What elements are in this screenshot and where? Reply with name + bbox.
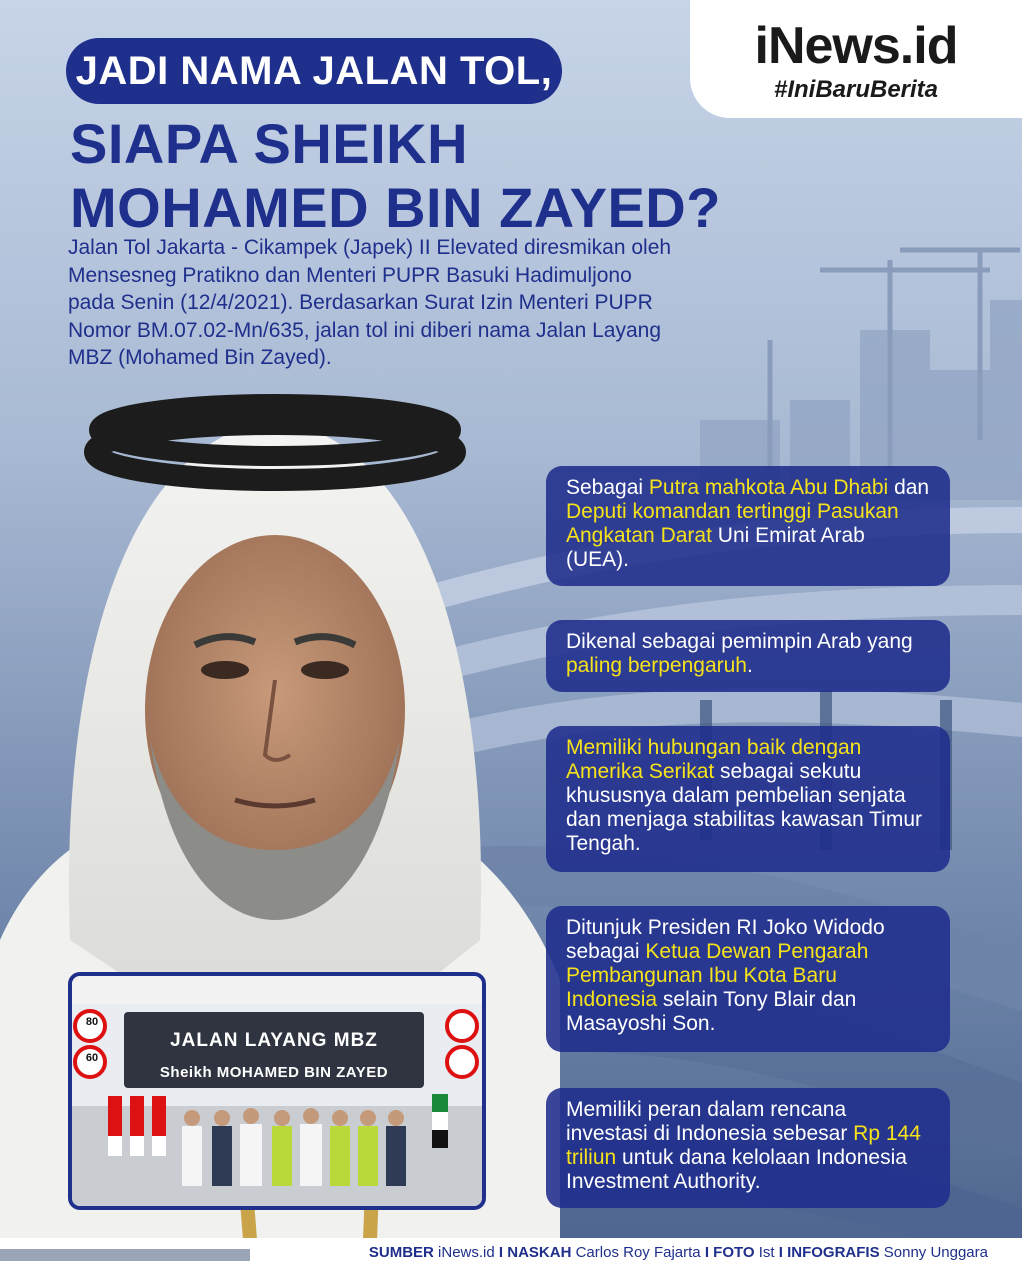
intro-line: Nomor BM.07.02-Mn/635, jalan tol ini diberi nama Jalan Layang [68,318,661,342]
credit-value: iNews.id [438,1244,495,1261]
intro-line: Mensesneg Pratikno dan Menteri PUPR Basuki Hadimuljono [68,263,632,287]
inauguration-photo [68,972,486,1210]
credit-separator: I [778,1244,783,1261]
no-entry-sign-icon [447,1011,477,1041]
brand-tab [690,0,1022,118]
headline-pill: JADI NAMA JALAN TOL, [66,38,562,104]
headline-title [70,112,721,240]
credits-footer [0,1238,1022,1280]
info-card-capital-board [546,906,950,1052]
info-card-us-relations [546,726,950,872]
credit-value: Carlos Roy Fajarta [575,1244,701,1261]
card-text: Sebagai [566,476,649,499]
card-text: selain Tony Blair dan Masayoshi Son. [566,988,857,1035]
intro-line: Jalan Tol Jakarta - Cikampek (Japek) II Elevated diresmikan oleh [68,236,672,259]
intro-line: pada Senin (12/4/2021). Berdasarkan Surat Izin Menteri PUPR [68,291,653,314]
credits-text [369,1244,988,1261]
card-text: Dikenal sebagai pemimpin Arab yang [566,630,913,653]
info-card-investment [546,1088,950,1208]
card-highlight: Ketua Dewan Pengarah Pembangunan Ibu Kota Baru Indonesia [566,940,869,1011]
credit-label: SUMBER [368,1244,434,1261]
card-highlight: Deputi komandan tertinggi Pasukan Angkatan Darat [566,500,899,547]
no-truck-sign-icon [447,1047,477,1077]
card-highlight: paling berpengaruh [566,654,747,677]
card-text: . [746,654,753,677]
credit-separator: I [498,1244,504,1261]
credit-value: Sonny Unggara [883,1244,988,1261]
card-text: untuk dana kelolaan Indonesia Investment Authority. [566,1146,907,1193]
card-text: dan [888,476,930,499]
card-highlight: Putra mahkota Abu Dhabi [648,476,889,499]
card-highlight: Rp 144 triliun [566,1122,921,1169]
sign-title: JALAN LAYANG MBZ [170,1030,378,1051]
credit-label: NASKAH [507,1244,572,1261]
card-text: sebagai sekutu khususnya dalam pembelian senjata dan menjaga stabilitas kawasan Timur Tengah. [566,760,923,855]
toll-road-sign [124,1012,424,1088]
info-card-crown-prince [546,466,950,586]
inews-logo: iNews.id [754,17,958,75]
speed-limit-60: 60 [85,1052,99,1064]
intro-paragraph [68,234,788,372]
card-text: Memiliki peran dalam rencana investasi di Indonesia sebesar [566,1098,854,1145]
credit-separator: I [704,1244,709,1261]
headline-line-2: MOHAMED BIN ZAYED? [70,176,721,239]
brand-tagline: #IniBaruBerita [773,76,939,103]
card-highlight: Memiliki hubungan baik dengan Amerika Serikat [566,736,862,783]
info-card-influential [546,620,950,692]
card-text: Uni Emirat Arab (UEA). [566,524,865,571]
credit-label: FOTO [713,1244,755,1261]
credit-value: Ist [758,1244,775,1261]
footer-accent-bar [0,1249,250,1261]
intro-line: MBZ (Mohamed Bin Zayed). [68,346,332,369]
credit-label: INFOGRAFIS [787,1244,880,1261]
headline-line-1: SIAPA SHEIKH [70,112,469,175]
card-text: Ditunjuk Presiden RI Joko Widodo sebagai [566,916,885,963]
speed-limit-80: 80 [85,1016,99,1028]
sign-subtitle: Sheikh MOHAMED BIN ZAYED [159,1064,389,1081]
inauguration-scene [72,976,482,1206]
